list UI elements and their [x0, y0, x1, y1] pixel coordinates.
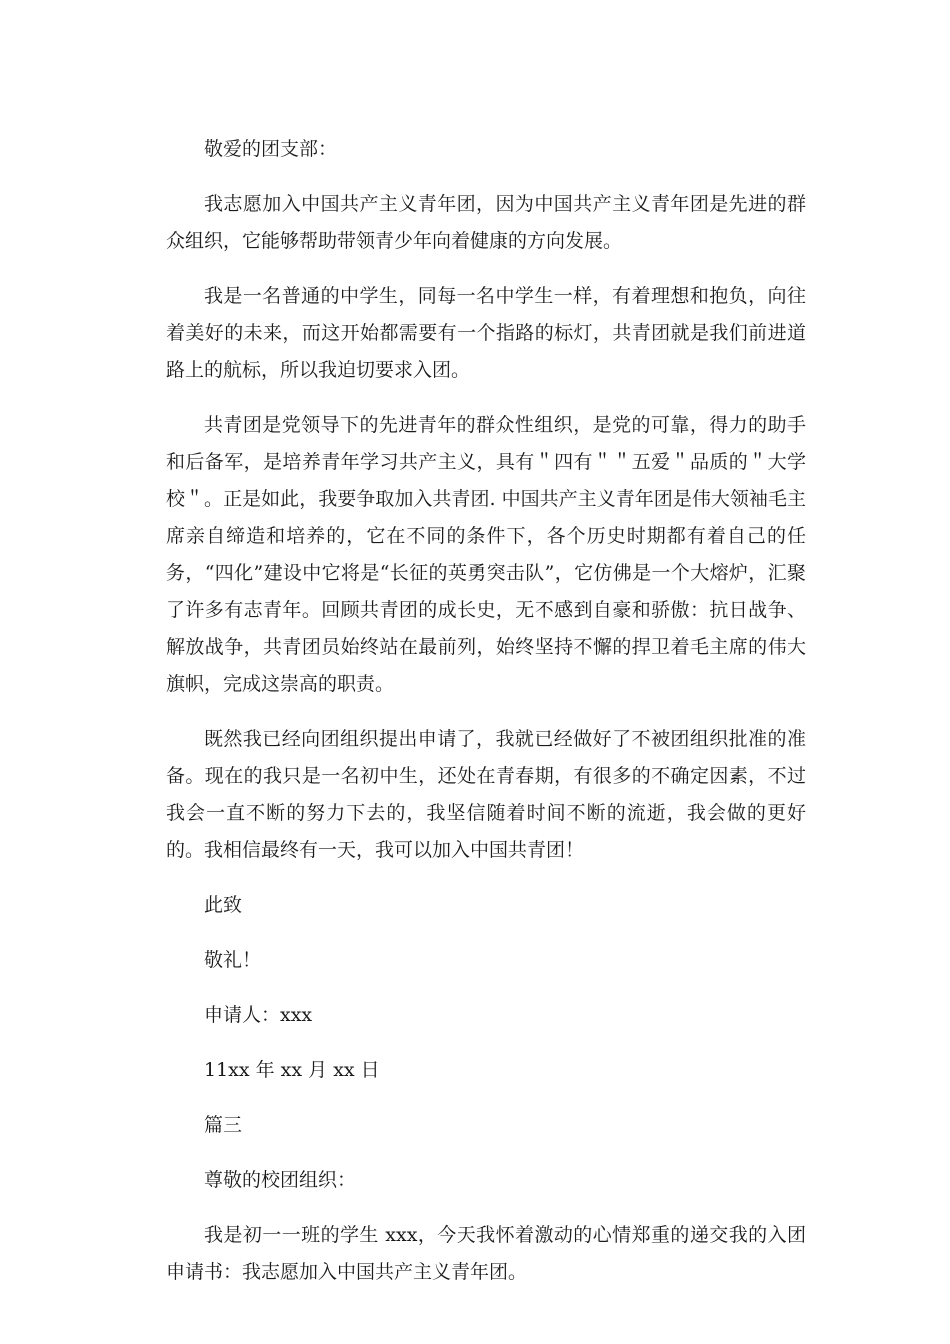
- paragraph: 既然我已经向团组织提出申请了，我就已经做好了不被团组织批准的准备。现在的我只是一名初中生，还处在青春期，有很多的不确定因素，不过我会一直不断的努力下去的，我坚信随着时间不断的流逝，我会做的更好的。我相信最终有一天，我可以加入中国共青团！: [166, 728, 806, 861]
- paragraph: 我是一名普通的中学生，同每一名中学生一样，有着理想和抱负，向往着美好的未来，而这开始都需要有一个指路的标灯，共青团就是我们前进道路上的航标，所以我迫切要求入团。: [166, 285, 806, 381]
- section-title: 篇三: [204, 1114, 243, 1136]
- document-body: [166, 131, 806, 1309]
- closing-regards: 敬礼！: [204, 949, 262, 971]
- paragraph: 我志愿加入中国共产主义青年团，因为中国共产主义青年团是先进的群众组织，它能够帮助带领青少年向着健康的方向发展。: [166, 193, 806, 252]
- paragraph: 我是初一一班的学生 xxx，今天我怀着激动的心情郑重的递交我的入团申请书：我志愿加入中国共产主义青年团。: [166, 1224, 806, 1283]
- paragraph: 共青团是党领导下的先进青年的群众性组织，是党的可靠，得力的助手和后备军，是培养青年学习共产主义，具有＂四有＂＂五爱＂品质的＂大学校＂。正是如此，我要争取加入共青团. 中国共产主义青年团是伟大领袖毛主席亲自缔造和培养的，它在不同的条件下，各个历史时期都有着自己的任务，“四化”建设中它将是“长征的英勇突击队”，它仿佛是一个大熔炉，汇聚了许多有志青年。回顾共青团的成长史，无不感到自豪和骄傲：抗日战争、解放战争，共青团员始终站在最前列，始终坚持不懈的捍卫着毛主席的伟大旗帜，完成这崇高的职责。: [166, 414, 806, 695]
- date-line: 11xx 年 xx 月 xx 日: [204, 1059, 380, 1081]
- closing-line: 此致: [204, 894, 243, 916]
- salutation: 敬爱的团支部：: [204, 138, 338, 160]
- applicant-signature: 申请人：xxx: [204, 1004, 313, 1026]
- salutation: 尊敬的校团组织：: [204, 1169, 357, 1191]
